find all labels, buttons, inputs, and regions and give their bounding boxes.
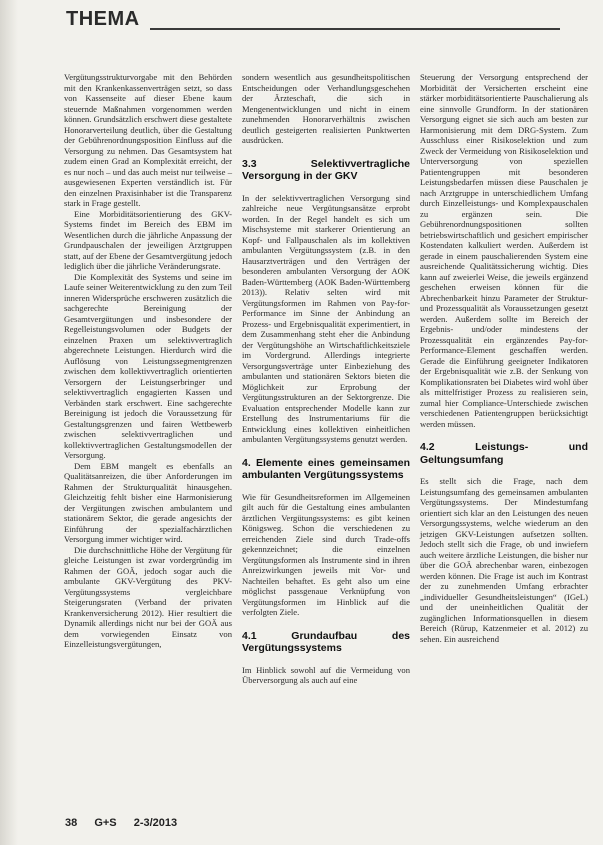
paragraph: Steuerung der Versorgung entsprechend der Morbidität der Versicherten erscheint eine stärker morbiditätsorientierte Pauschalierung als eine sinnvolle Grundform. In der stationären Versorgung eignet sie sich auch am besten zur Harmonisierung mit dem DRG-System. Zum Ausschluss einer Risikoselektion und zum Zweck der Vermeidung von Risikoselektion und Unterversorgung von speziellen Patientengruppen mit besonderen Leistungsbedarfen müssen diese Pauschalen je nach Arztgruppe in unterschiedlichem Umfang durch Einzelleistungs- und Komplexpauschalen zu ergänzen sein. Die Gebührenordnungspositionen sollten betriebswirtschaftlich und gesichert empirischer Kostendaten kalkuliert werden. Außerdem ist gerade in einem pauschalierenden System eine ausreichende Qualitätssicherung wichtig. Dies kann auf zweierlei Weise, die jeweils ergänzend geschehen erweisen können für die Abrechenbarkeit hinzu Parameter der Struktur- und Prozessqualität als Voraussetzungen gesetzt werden. Außerdem sollte im Bereich der Ergebnis- und/oder mindestens der Prozessqualität ein ergänzendes Pay-for-Performance-Element geschaffen werden. Gerade die Einführung geeigneter Indikatoren der Ergebnisqualität wie z.B. der Senkung von Komplikationsraten bei Diabetes wird wohl über als mittelfristiger Prozess zu realisieren sein, zumal hier Compliance-Unterschiede zwischen verschiedenen Patientengruppen berücksichtigt werden müssen.	[420, 72, 588, 429]
text-column-3	[420, 72, 588, 644]
paragraph: sondern wesentlich aus gesundheitspolitischen Entscheidungen oder Verhandlungsgeschehen der Ärzteschaft, die sich in Mengenentwicklungen und nicht in einem zunehmenden Honorarverhältnis zwischen deutlich gesteigerten realisierten Punktwerten ausdrücken.	[242, 72, 410, 145]
paragraph: Eine Morbiditätsorientierung des GKV-Systems findet im Bereich des EBM im Wesentlichen durch die jährliche Anpassung der Grundpauschalen der jeweiligen Arztgruppen statt, auf der Ebene der Gesamtvergütung jedoch lediglich über die jährliche Veränderungsrate.	[64, 208, 232, 271]
section-heading: 4.1 Grundaufbau des Vergütungssystems	[242, 629, 410, 654]
text-column-2	[242, 72, 410, 686]
header-rule	[150, 28, 560, 30]
page-number: 38	[65, 817, 78, 829]
paragraph: Wie für Gesundheitsreformen im Allgemeinen gilt auch für die Gestaltung eines ambulanten ärztlichen Vergütungssystems: es gibt keinen Königsweg. Schon die verschiedenen zu erreichenden Ziele sind durch Trade-offs gekennzeichnet; die einzelnen Vergütungsformen als Instrumente sind in ihren Anreizwirkungen jeweils mit Vor- und Nachteilen behaftet. Es geht also um eine möglichst passgenaue Verknüpfung von Vergütungsformen im Hinblick auf die verfolgten Ziele.	[242, 491, 410, 617]
paragraph: Die Komplexität des Systems und seine im Laufe seiner Weiterentwicklung zu den zum Teil inneren Widersprüche erschweren zusätzlich die sachgerechte Bereinigung der Gesamtvergütungen und insbesondere der Regelleistungsvolumen oder Budgets der einzelnen Praxen um selektivvertraglich abgerechnete Leistungen. Hierdurch wird die Auflösung von Leistungssegmentgrenzen zwischen dem kollektivvertraglich orientierten Versorgern der Leistungserbringer und selektivvertraglich engagierten Kassen und Verbänden stark erschwert. Eine sachgerechte Bereinigung ist jedoch die Voraussetzung für Gestaltungsgrenzen und fairen Wettbewerb zwischen selektivvertraglichen und kollektivvertraglichen Gestaltungsmodellen der Versorgung.	[64, 271, 232, 460]
paragraph: Im Hinblick sowohl auf die Vermeidung von Überversorgung als auch auf eine	[242, 664, 410, 685]
paragraph: Vergütungsstrukturvorgabe mit den Behörden mit den Krankenkassenverträgen setzt, so dass von Kassenseite auf dieser Ebene kaum steuernde Maßnahmen vorgenommen werden können. Grundsätzlich erschwert diese gestaltete Honorarverteilung deutlich, über die Gestaltung der Gebührenordnungsposition Einfluss auf die Versorgung zu nehmen. Das Gesamtsystem hat zudem einen Grad an Komplexität erreicht, der es nur noch – und das auch meist nur teilweise – ausgewiesenen Experten verständlich ist. Für den einzelnen Praxisinhaber ist die Transparenz stark in Frage gestellt.	[64, 72, 232, 208]
paragraph: Es stellt sich die Frage, nach dem Leistungsumfang des gemeinsamen ambulanten Vergütungssystems. Der Mindestumfang orientiert sich klar an den Leistungen des neuen Versorgungssystems, welche wiederum an den jetzigen GKV-Leistungen aufsetzen sollten. Jedoch stellt sich die Frage, ob und inwiefern auch weitere ärztliche Leistungen, die bisher nur über die GOÄ abrechenbar waren, einbezogen werden können. Die Frage ist auch im Kontrast der zu zunehmenden Umfang erbrachter „individueller Gesundheitsleistungen“ (IGeL) und der uneinheitlichen Qualität der zugänglichen Informationsquellen in diesem Bereich (Rürup, Katzenmeier et al. 2012) zu sehen. Ein ausreichend	[420, 476, 588, 644]
text-column-1	[64, 72, 232, 650]
section-heading: 4. Elemente eines gemeinsamen ambulanten Vergütungssystems	[242, 456, 410, 481]
paragraph: In der selektivvertraglichen Versorgung sind zahlreiche neue Vergütungsansätze erprobt worden. In der Regel handelt es sich um Mischsysteme mit starkerer Orientierung an Kopf- und Fallpauschalen als im kollektiven ambulanten Vergütungssystem (z.B. in den Hausarztverträgen und den Verträgen der besonderen ambulanten Versorgung der AOK Baden-Württemberg (AOK Baden-Württemberg 2013)). Relativ selten wird mit Vergütungsformen im Rahmen von Pay-for-Performance im Sinne der Anbindung an Prozess- und Ergebnisqualität experimentiert, in dem Zusammenhang steht eher die Anbindung der Vergütungshöhe an Wirtschaftlichkeitsziele im Vordergrund. Allerdings integrierte Versorgungsverträge unter Einbeziehung des ambulanten und stationären Sektors bieten die Möglichkeit zur Erprobung der Vergütungsstrukturen an der Sektorgrenze. Die Evaluation entsprechender Modelle kann zur Erstellung des Instrumentariums für die Entwicklung eines kollektiven einheitlichen ambulanten Vergütungssystems genutzt werden.	[242, 192, 410, 444]
page-header	[66, 4, 556, 34]
journal-name: G+S	[94, 817, 117, 829]
section-heading: 3.3 Selektivvertragliche Versorgung in der GKV	[242, 157, 410, 182]
paragraph: Die durchschnittliche Höhe der Vergütung für gleiche Leistungen ist zwar vordergründig im Rahmen der GOÄ, jedoch sogar auch die ambulante GKV-Vergütung des PKV-Vergütungssystems vergleichbare Steigerungsraten (Verband der privaten Krankenversicherung 2012). Hier resultiert die Dynamik allerdings nicht nur bei der GOÄ aus dem vorwiegenden Einsatz von Einzelleistungsvergütungen,	[64, 544, 232, 649]
page-footer	[65, 817, 191, 829]
page-shadow-edge	[0, 0, 18, 845]
section-heading: 4.2 Leistungs- und Geltungsumfang	[420, 441, 588, 466]
paragraph: Dem EBM mangelt es ebenfalls an Qualitätsanreizen, die über Anforderungen im Rahmen der Strukturqualität hinausgehen. Gleichzeitig fehlt bisher eine Harmonisierung der Vergütungen zwischen ambulantem und stationärem Sektor, die gerade angesichts der Einführung der spezialfachärztlichen Versorgung immer wichtiger wird.	[64, 460, 232, 544]
issue-number: 2-3/2013	[133, 817, 178, 829]
section-label: THEMA	[66, 8, 140, 30]
